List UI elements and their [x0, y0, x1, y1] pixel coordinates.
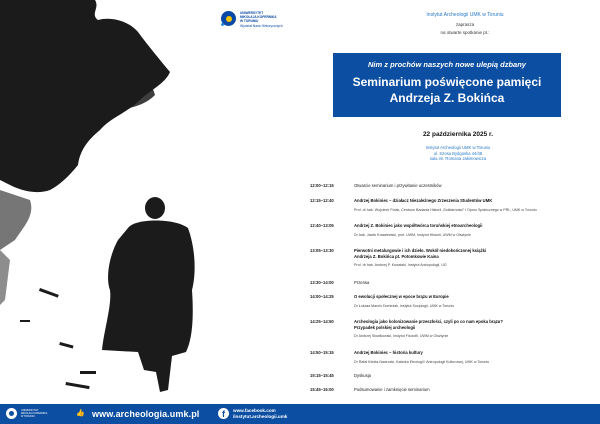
item-title: Przerwa — [354, 280, 370, 285]
tree-and-figure-illustration — [0, 0, 300, 400]
item-time: 12:40–13:05 — [310, 223, 334, 228]
item-time: 12:15–12:40 — [310, 198, 334, 203]
open-meeting-text: na otwarte spotkanie pt.: — [440, 30, 490, 35]
item-time: 15:15–15:45 — [310, 373, 334, 378]
item-title: Pierwotni metalurgowie i ich dzieło. Wokół niedokończonej książki — [354, 248, 487, 253]
item-title: O ewolucji społecznej w epoce brązu w Europie — [354, 294, 449, 299]
facebook-line-2: /instytut.archeologii.umk — [233, 413, 288, 419]
item-speaker: Dr Rafał Kleśta-Nawrocki, Katedra Etnologii i Antropologii Kulturowej, UMK w Toruniu — [354, 359, 490, 364]
item-time: 14:25–14:50 — [310, 319, 334, 324]
title-line-1: Seminarium poświęcone pamięci — [352, 75, 542, 89]
venue — [340, 145, 576, 162]
motto: Nim z prochów naszych nowe ulepią dzbany — [368, 60, 526, 69]
item-speaker: Dr hab. Jacek Kowalewski, prof. UWM, Instytut Historii, UWM w Olsztynie — [354, 232, 472, 237]
website-link[interactable]: www.archeologia.umk.pl — [92, 409, 200, 419]
venue-line-1: Instytut Archeologii UMK w Toruniu — [425, 145, 491, 150]
footer-logo-line-2: MIKOŁAJA KOPERNIKA — [21, 412, 48, 415]
footer-logo-line-3: W TORUNIU — [21, 415, 35, 418]
logo-faculty: Wydział Nauk Historycznych — [240, 24, 283, 28]
logo-line-2: MIKOŁAJA KOPERNIKA — [240, 15, 277, 19]
logo-line-1: UNIWERSYTET — [240, 11, 264, 15]
item-title: Andrzej Bokiniec – historia kultury — [354, 350, 423, 355]
footer-logo-line-1: UNIWERSYTET — [21, 409, 39, 412]
title-line-2: Andrzeja Z. Bokińca — [389, 91, 505, 105]
item-title: Otwarcie seminarium i przywitanie uczestników — [354, 183, 442, 188]
institute-name: Instytut Archeologii UMK w Toruniu — [426, 12, 504, 18]
item-speaker: Dr Łukasz Marcin Dominiak, Instytut Socjologii, UMK w Toruniu — [354, 303, 455, 308]
facebook-link[interactable] — [233, 408, 287, 419]
umk-logo-icon — [221, 11, 236, 26]
invites-text: zaprasza — [455, 22, 475, 27]
item-title: Andrzej Bokiniec – działacz Niezależnego Zrzeszenia Studentów UMK — [354, 198, 493, 203]
item-title-line-2: Andrzeja Z. Bokińca pt. Potomkowie Kaina — [354, 253, 439, 259]
university-logo — [221, 11, 283, 28]
facebook-icon: f — [218, 408, 229, 419]
footer-logo-text — [21, 409, 47, 418]
event-date: 22 października 2025 r. — [422, 131, 494, 138]
venue-line-2: ul. Szosa Bydgoska 44/48 — [433, 150, 483, 156]
item-title: Podsumowanie i zamknięcie seminarium — [354, 387, 430, 392]
umk-logo-icon — [6, 408, 17, 419]
footer-bar — [0, 404, 600, 424]
item-time: 12:00–12:15 — [310, 183, 334, 188]
thumbs-up-icon: 👍 — [76, 410, 85, 417]
item-time: 13:30–14:00 — [310, 280, 334, 285]
venue-line-3: sala im. Romana Jakimowicza — [429, 156, 487, 162]
item-time: 14:50–15:15 — [310, 350, 334, 355]
item-speaker: Prof. dr hab. Andrzej P. Kowalski, Instytut Antropologii, UG — [354, 263, 447, 268]
item-time: 13:05–13:30 — [310, 248, 334, 253]
item-speaker: Prof. dr hab. Wojciech Polak, Centrum Badania Historii „Solidarności” i Oporu Społecznego w PRL, UMK w Toruniu — [354, 207, 537, 212]
item-time: 14:00–14:25 — [310, 294, 334, 299]
logo-line-3: W TORUNIU — [240, 19, 259, 23]
poster-artwork-figure-under-tree — [0, 0, 300, 400]
item-title: Andrzej Z. Bokiniec jako współtwórca toruńskiej etnoarcheologii — [354, 223, 483, 228]
item-title-line-2: Przypadek polskiej archeologii — [354, 324, 416, 330]
facebook-line-1: www.facebook.com — [233, 408, 276, 413]
title-banner — [333, 53, 561, 117]
item-title: Archeologia jako kolonizowanie przeszłości, czyli po co nam epoka brązu? — [354, 319, 503, 324]
item-time: 15:45–16:00 — [310, 387, 334, 392]
item-title: Dyskusja — [354, 373, 371, 378]
item-speaker: Dr Andrzej Słowikowski, Instytut Filozofii, UWM w Olsztynie — [354, 334, 449, 339]
